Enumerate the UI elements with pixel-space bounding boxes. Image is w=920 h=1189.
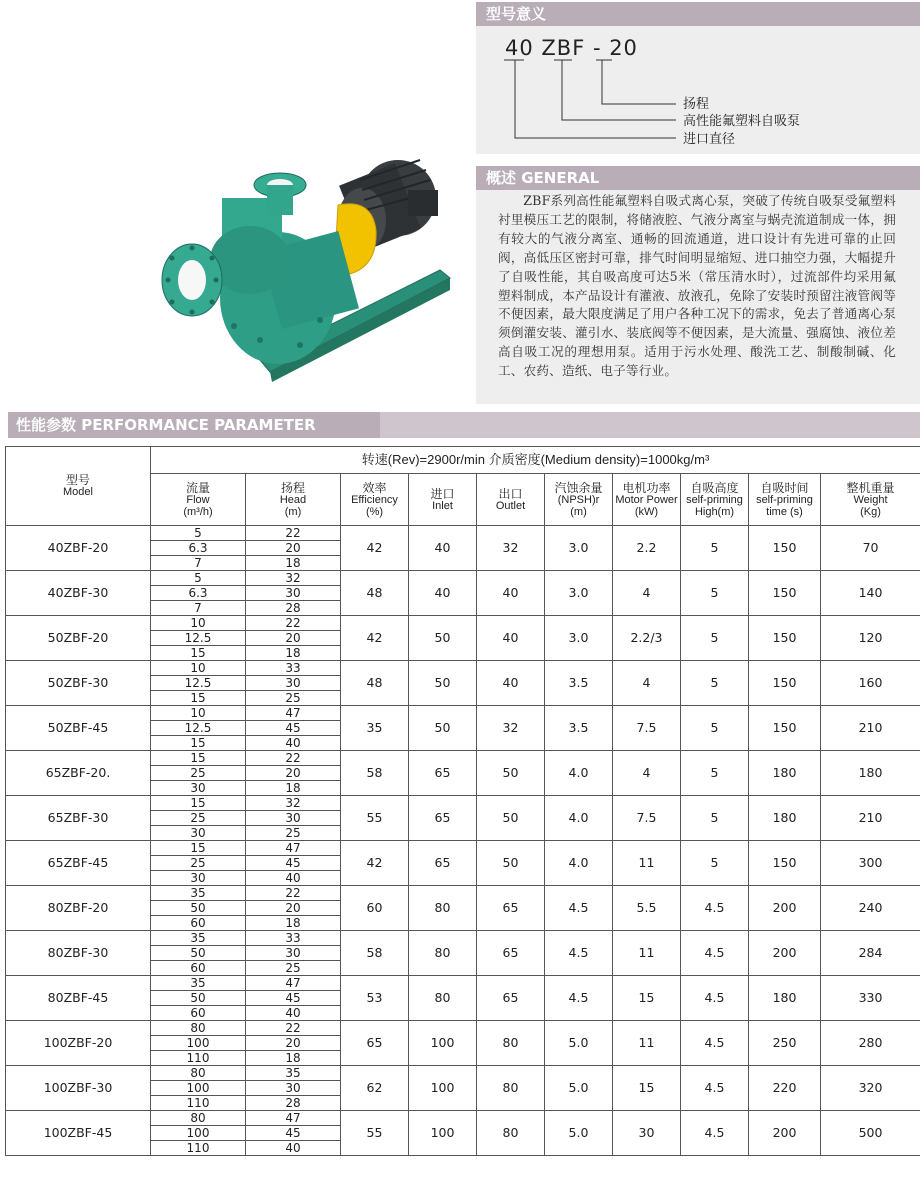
cell-motor-power: 11: [613, 841, 681, 886]
table-row: [6, 841, 920, 856]
header-outlet: 出口 Outlet: [477, 474, 545, 526]
header-head: 扬程 Head (m): [246, 474, 341, 526]
cell-model: 50ZBF-30: [6, 661, 151, 706]
cell-efficiency: 35: [341, 706, 409, 751]
cell-flow: 100: [151, 1126, 246, 1141]
cell-head: 20: [246, 541, 341, 556]
cell-motor-power: 5.5: [613, 886, 681, 931]
cell-efficiency: 58: [341, 751, 409, 796]
cell-model: 80ZBF-45: [6, 976, 151, 1021]
cell-self-priming-time: 150: [749, 616, 821, 661]
cell-flow: 60: [151, 916, 246, 931]
cell-head: 28: [246, 1096, 341, 1111]
cell-head: 18: [246, 646, 341, 661]
cell-inlet: 40: [409, 571, 477, 616]
cell-outlet: 40: [477, 571, 545, 616]
performance-title: 性能参数 PERFORMANCE PARAMETER: [8, 412, 380, 438]
cell-flow: 25: [151, 856, 246, 871]
cell-head: 40: [246, 1006, 341, 1021]
cell-motor-power: 7.5: [613, 796, 681, 841]
cell-flow: 5: [151, 526, 246, 541]
cell-head: 47: [246, 976, 341, 991]
label-pump-type: 高性能氟塑料自吸泵: [683, 114, 801, 129]
header-npsh: 汽蚀余量 (NPSH)r (m): [545, 474, 613, 526]
table-row: [6, 1021, 920, 1036]
cell-head: 25: [246, 691, 341, 706]
cell-flow: 60: [151, 961, 246, 976]
cell-inlet: 80: [409, 931, 477, 976]
cell-motor-power: 15: [613, 976, 681, 1021]
cell-outlet: 80: [477, 1066, 545, 1111]
cell-head: 32: [246, 571, 341, 586]
cell-head: 22: [246, 526, 341, 541]
label-head: 扬程: [683, 97, 710, 112]
cell-outlet: 40: [477, 616, 545, 661]
cell-motor-power: 11: [613, 1021, 681, 1066]
cell-flow: 15: [151, 796, 246, 811]
cell-inlet: 100: [409, 1111, 477, 1156]
cell-model: 65ZBF-20.: [6, 751, 151, 796]
cell-head: 33: [246, 661, 341, 676]
cell-flow: 15: [151, 751, 246, 766]
cell-weight: 240: [821, 886, 920, 931]
model-code-example: 40 ZBF - 20: [505, 36, 638, 60]
table-row: [6, 706, 920, 721]
header-self-priming-height: 自吸高度 self-priming High(m): [681, 474, 749, 526]
cell-outlet: 80: [477, 1021, 545, 1066]
cell-head: 35: [246, 1066, 341, 1081]
cell-weight: 210: [821, 706, 920, 751]
cell-inlet: 100: [409, 1021, 477, 1066]
cell-flow: 6.3: [151, 541, 246, 556]
cell-flow: 60: [151, 1006, 246, 1021]
cell-model: 80ZBF-20: [6, 886, 151, 931]
cell-head: 22: [246, 886, 341, 901]
cell-npsh: 4.5: [545, 886, 613, 931]
cell-head: 30: [246, 586, 341, 601]
cell-self-priming-time: 220: [749, 1066, 821, 1111]
cell-efficiency: 42: [341, 616, 409, 661]
cell-outlet: 40: [477, 661, 545, 706]
cell-npsh: 5.0: [545, 1111, 613, 1156]
cell-motor-power: 2.2/3: [613, 616, 681, 661]
table-row: [6, 1111, 920, 1126]
cell-flow: 25: [151, 766, 246, 781]
cell-weight: 140: [821, 571, 920, 616]
cell-flow: 110: [151, 1051, 246, 1066]
cell-flow: 10: [151, 706, 246, 721]
header-self-priming-time: 自吸时间 self-priming time (s): [749, 474, 821, 526]
cell-model: 50ZBF-45: [6, 706, 151, 751]
cell-flow: 110: [151, 1141, 246, 1156]
cell-flow: 35: [151, 976, 246, 991]
cell-model: 80ZBF-30: [6, 931, 151, 976]
cell-head: 32: [246, 796, 341, 811]
cell-head: 40: [246, 871, 341, 886]
operating-condition: 转速(Rev)=2900r/min 介质密度(Medium density)=1000kg/m³: [151, 447, 920, 474]
cell-self-priming-time: 150: [749, 661, 821, 706]
cell-outlet: 50: [477, 751, 545, 796]
cell-efficiency: 55: [341, 796, 409, 841]
cell-head: 33: [246, 931, 341, 946]
cell-motor-power: 4: [613, 751, 681, 796]
cell-head: 30: [246, 946, 341, 961]
label-inlet-diameter: 进口直径: [683, 132, 736, 147]
table-row: [6, 751, 920, 766]
cell-outlet: 65: [477, 976, 545, 1021]
cell-head: 40: [246, 736, 341, 751]
cell-model: 40ZBF-20: [6, 526, 151, 571]
cell-head: 47: [246, 841, 341, 856]
cell-model: 100ZBF-30: [6, 1066, 151, 1111]
cell-motor-power: 2.2: [613, 526, 681, 571]
table-row: [6, 1066, 920, 1081]
cell-flow: 30: [151, 871, 246, 886]
cell-efficiency: 48: [341, 571, 409, 616]
table-row: [6, 931, 920, 946]
cell-self-priming-height: 4.5: [681, 1066, 749, 1111]
cell-model: 40ZBF-30: [6, 571, 151, 616]
cell-head: 45: [246, 721, 341, 736]
cell-outlet: 32: [477, 706, 545, 751]
cell-flow: 7: [151, 601, 246, 616]
cell-motor-power: 15: [613, 1066, 681, 1111]
performance-table: [5, 446, 920, 1156]
performance-title-bar-extension: [380, 412, 920, 438]
table-row: [6, 571, 920, 586]
cell-head: 20: [246, 766, 341, 781]
cell-head: 18: [246, 916, 341, 931]
cell-outlet: 50: [477, 841, 545, 886]
cell-flow: 12.5: [151, 676, 246, 691]
header-efficiency: 效率 Efficiency (%): [341, 474, 409, 526]
cell-self-priming-height: 5: [681, 661, 749, 706]
cell-efficiency: 65: [341, 1021, 409, 1066]
cell-flow: 50: [151, 991, 246, 1006]
cell-model: 100ZBF-20: [6, 1021, 151, 1066]
cell-self-priming-height: 5: [681, 751, 749, 796]
cell-self-priming-height: 5: [681, 616, 749, 661]
general-description: ZBF系列高性能氟塑料自吸式离心泵，突破了传统自吸泵受氟塑料衬里模压工艺的限制，将储液腔、气液分离室与蜗壳流道制成一体，拥有较大的气液分离室、通畅的回流通道，进口设计有先进可靠的止回阀，高低压区密封可靠，排气时间明显缩短、进口抽空力强，大幅提升了自吸性能，其自吸高度可达5米（常压清水时），过流部件均采用氟塑料制成，本产品设计有灌液、放液孔，免除了安装时预留注液管阀等不便因素，最大限度满足了用户各种工况下的需求，免去了普通离心泵须倒灌安装、灌引水、装底阀等不便因素，是大流量、强腐蚀、液位差高自吸工况的理想用泵。适用于污水处理、酸洗工艺、制酸制碱、化工、农药、造纸、电子等行业。: [498, 193, 896, 379]
cell-inlet: 65: [409, 841, 477, 886]
header-weight: 整机重量 Weight (Kg): [821, 474, 920, 526]
cell-head: 22: [246, 616, 341, 631]
cell-flow: 25: [151, 811, 246, 826]
cell-model: 50ZBF-20: [6, 616, 151, 661]
cell-self-priming-time: 200: [749, 886, 821, 931]
cell-weight: 500: [821, 1111, 920, 1156]
cell-npsh: 4.5: [545, 931, 613, 976]
cell-flow: 15: [151, 736, 246, 751]
cell-head: 18: [246, 781, 341, 796]
cell-head: 30: [246, 811, 341, 826]
cell-flow: 5: [151, 571, 246, 586]
header-motor-power: 电机功率 Motor Power (kW): [613, 474, 681, 526]
cell-npsh: 5.0: [545, 1066, 613, 1111]
cell-head: 47: [246, 706, 341, 721]
cell-outlet: 65: [477, 886, 545, 931]
cell-head: 20: [246, 1036, 341, 1051]
cell-head: 45: [246, 856, 341, 871]
cell-flow: 12.5: [151, 631, 246, 646]
cell-efficiency: 42: [341, 526, 409, 571]
cell-npsh: 3.0: [545, 571, 613, 616]
pump-product-image: [150, 150, 460, 390]
general-title-bar: 概述 GENERAL: [476, 166, 920, 190]
cell-efficiency: 62: [341, 1066, 409, 1111]
cell-head: 45: [246, 991, 341, 1006]
cell-self-priming-height: 4.5: [681, 1021, 749, 1066]
cell-self-priming-time: 150: [749, 526, 821, 571]
cell-head: 30: [246, 1081, 341, 1096]
cell-inlet: 50: [409, 706, 477, 751]
cell-weight: 300: [821, 841, 920, 886]
cell-flow: 6.3: [151, 586, 246, 601]
cell-head: 20: [246, 901, 341, 916]
cell-flow: 80: [151, 1021, 246, 1036]
cell-weight: 330: [821, 976, 920, 1021]
performance-table-body: [6, 526, 920, 1156]
cell-weight: 120: [821, 616, 920, 661]
cell-flow: 15: [151, 646, 246, 661]
cell-flow: 50: [151, 901, 246, 916]
cell-flow: 7: [151, 556, 246, 571]
cell-inlet: 80: [409, 976, 477, 1021]
cell-self-priming-height: 5: [681, 571, 749, 616]
cell-flow: 100: [151, 1081, 246, 1096]
cell-head: 30: [246, 676, 341, 691]
cell-flow: 15: [151, 841, 246, 856]
cell-flow: 50: [151, 946, 246, 961]
cell-flow: 100: [151, 1036, 246, 1051]
cell-head: 22: [246, 1021, 341, 1036]
cell-head: 22: [246, 751, 341, 766]
cell-efficiency: 58: [341, 931, 409, 976]
cell-npsh: 3.5: [545, 706, 613, 751]
cell-self-priming-height: 5: [681, 796, 749, 841]
cell-outlet: 50: [477, 796, 545, 841]
cell-flow: 35: [151, 931, 246, 946]
table-row: [6, 661, 920, 676]
cell-head: 20: [246, 631, 341, 646]
cell-npsh: 4.0: [545, 841, 613, 886]
cell-weight: 70: [821, 526, 920, 571]
cell-self-priming-height: 5: [681, 841, 749, 886]
cell-inlet: 65: [409, 796, 477, 841]
cell-self-priming-time: 180: [749, 796, 821, 841]
cell-weight: 160: [821, 661, 920, 706]
cell-inlet: 50: [409, 661, 477, 706]
cell-flow: 10: [151, 616, 246, 631]
cell-self-priming-height: 4.5: [681, 1111, 749, 1156]
performance-title-bar: [0, 412, 920, 438]
cell-weight: 280: [821, 1021, 920, 1066]
cell-npsh: 4.0: [545, 796, 613, 841]
table-row: [6, 976, 920, 991]
cell-self-priming-time: 200: [749, 1111, 821, 1156]
cell-self-priming-time: 150: [749, 841, 821, 886]
cell-head: 18: [246, 556, 341, 571]
cell-efficiency: 53: [341, 976, 409, 1021]
cell-flow: 30: [151, 826, 246, 841]
cell-flow: 12.5: [151, 721, 246, 736]
cell-head: 25: [246, 826, 341, 841]
cell-npsh: 3.0: [545, 526, 613, 571]
table-row: [6, 886, 920, 901]
cell-head: 45: [246, 1126, 341, 1141]
cell-outlet: 80: [477, 1111, 545, 1156]
cell-flow: 80: [151, 1111, 246, 1126]
cell-model: 100ZBF-45: [6, 1111, 151, 1156]
cell-outlet: 32: [477, 526, 545, 571]
header-model: 型号 Model: [6, 447, 151, 526]
cell-npsh: 4.5: [545, 976, 613, 1021]
cell-head: 25: [246, 961, 341, 976]
cell-head: 18: [246, 1051, 341, 1066]
table-row: [6, 526, 920, 541]
cell-efficiency: 48: [341, 661, 409, 706]
cell-efficiency: 42: [341, 841, 409, 886]
header-flow: 流量 Flow (m³/h): [151, 474, 246, 526]
cell-motor-power: 4: [613, 571, 681, 616]
cell-head: 47: [246, 1111, 341, 1126]
cell-self-priming-time: 180: [749, 751, 821, 796]
cell-npsh: 4.0: [545, 751, 613, 796]
cell-efficiency: 60: [341, 886, 409, 931]
cell-flow: 10: [151, 661, 246, 676]
cell-inlet: 80: [409, 886, 477, 931]
cell-weight: 180: [821, 751, 920, 796]
cell-motor-power: 30: [613, 1111, 681, 1156]
cell-npsh: 5.0: [545, 1021, 613, 1066]
cell-npsh: 3.0: [545, 616, 613, 661]
header-inlet: 进口 Inlet: [409, 474, 477, 526]
cell-self-priming-time: 250: [749, 1021, 821, 1066]
cell-flow: 15: [151, 691, 246, 706]
cell-inlet: 100: [409, 1066, 477, 1111]
cell-motor-power: 7.5: [613, 706, 681, 751]
cell-inlet: 65: [409, 751, 477, 796]
cell-self-priming-height: 5: [681, 706, 749, 751]
cell-weight: 210: [821, 796, 920, 841]
cell-motor-power: 4: [613, 661, 681, 706]
cell-self-priming-height: 4.5: [681, 886, 749, 931]
cell-self-priming-time: 150: [749, 571, 821, 616]
cell-flow: 30: [151, 781, 246, 796]
cell-inlet: 50: [409, 616, 477, 661]
cell-flow: 35: [151, 886, 246, 901]
cell-motor-power: 11: [613, 931, 681, 976]
cell-efficiency: 55: [341, 1111, 409, 1156]
cell-self-priming-height: 5: [681, 526, 749, 571]
cell-inlet: 40: [409, 526, 477, 571]
table-row: [6, 616, 920, 631]
cell-self-priming-time: 150: [749, 706, 821, 751]
cell-npsh: 3.5: [545, 661, 613, 706]
table-row: [6, 796, 920, 811]
cell-flow: 80: [151, 1066, 246, 1081]
cell-self-priming-height: 4.5: [681, 931, 749, 976]
cell-outlet: 65: [477, 931, 545, 976]
cell-self-priming-height: 4.5: [681, 976, 749, 1021]
model-meaning-title-bar: 型号意义: [476, 2, 920, 26]
cell-weight: 320: [821, 1066, 920, 1111]
cell-self-priming-time: 200: [749, 931, 821, 976]
cell-model: 65ZBF-45: [6, 841, 151, 886]
cell-flow: 110: [151, 1096, 246, 1111]
cell-head: 28: [246, 601, 341, 616]
cell-head: 40: [246, 1141, 341, 1156]
cell-model: 65ZBF-30: [6, 796, 151, 841]
cell-weight: 284: [821, 931, 920, 976]
cell-self-priming-time: 180: [749, 976, 821, 1021]
